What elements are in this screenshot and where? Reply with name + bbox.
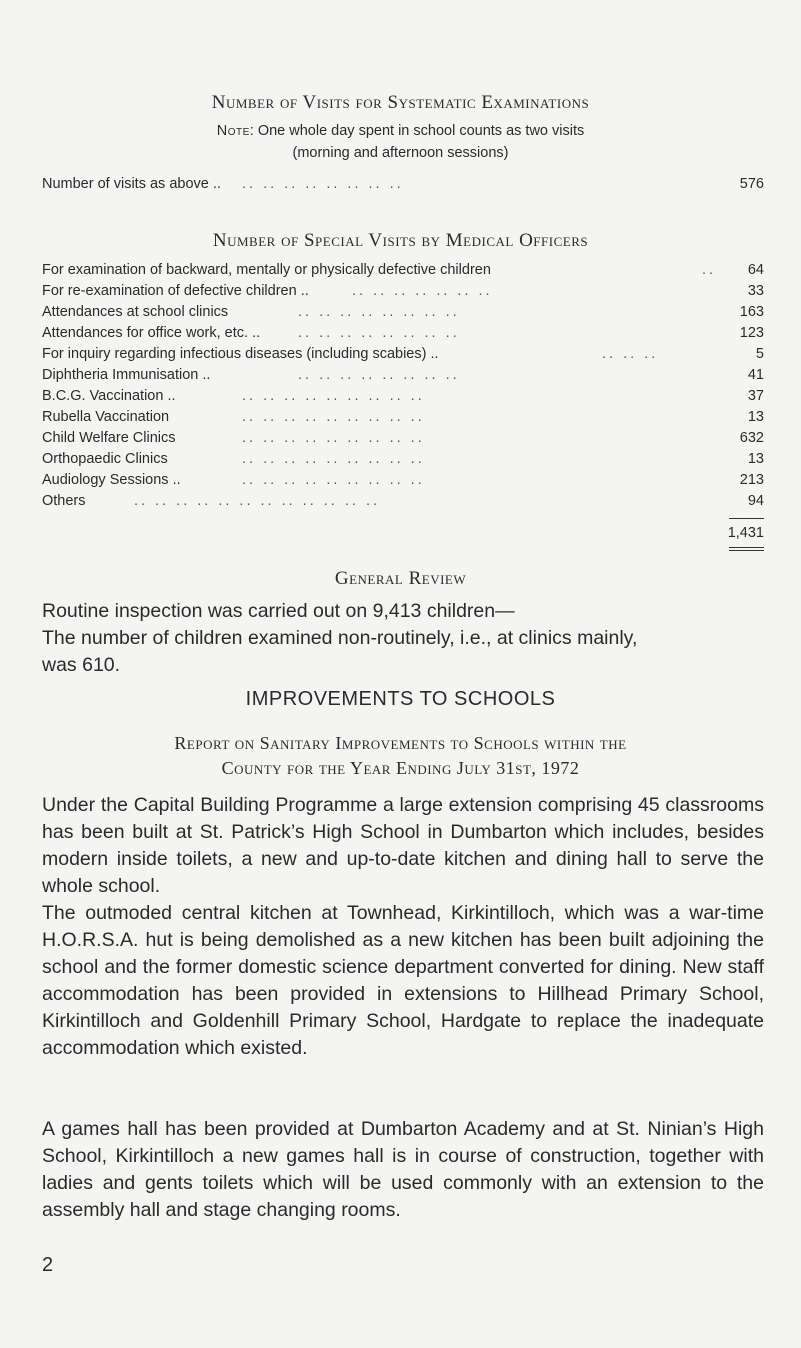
- leader-dots: .. .. .. .. .. .. .. .. ..: [242, 430, 425, 446]
- table-row: [42, 472, 764, 492]
- leader-dots: ..: [702, 262, 717, 278]
- total-value: 1,431: [727, 525, 764, 541]
- review-line-2: The number of children examined non-routinely, i.e., at clinics mainly,: [42, 627, 638, 649]
- table-row: [42, 304, 764, 324]
- row-value: 13: [747, 451, 764, 467]
- row-value: 123: [739, 325, 764, 341]
- table-row: [42, 283, 764, 303]
- row-label: Rubella Vaccination: [42, 409, 170, 425]
- improvements-paragraph-2: The outmoded central kitchen at Townhead, Kirkintilloch, which was a war-time H.O.R.S.A. hut is being demolished as a new kitchen has been built adjoining the school and the former domestic science department converted for dining. New staff accommodation has been provided in extensions to Hillhead Primary School, Kirkintilloch and Goldenhill Primary School, Hardgate to replace the inadequate accommodation which existed.: [42, 902, 764, 1059]
- total-rule-bottom-1: [729, 547, 764, 548]
- leader-dots: .. .. .. .. .. .. .. ..: [298, 367, 460, 383]
- table-total-row: [42, 525, 764, 545]
- systematic-visits-heading: Number of Visits for Systematic Examinations: [211, 92, 590, 113]
- table-row: [42, 409, 764, 429]
- general-review-heading: General Review: [334, 568, 467, 589]
- row-label: B.C.G. Vaccination ..: [42, 388, 176, 404]
- leader-dots: .. .. .. .. .. .. .. .. ..: [242, 451, 425, 467]
- row-value: 163: [739, 304, 764, 320]
- table-row: [42, 451, 764, 471]
- leader-dots: .. .. .. .. .. .. .. ..: [298, 304, 460, 320]
- row-label: For inquiry regarding infectious diseases (including scabies) ..: [42, 346, 439, 362]
- row-value: 5: [755, 346, 764, 362]
- total-rule-top: [729, 518, 764, 519]
- table-row: [42, 262, 764, 282]
- leader-dots: .. .. .. .. .. .. .. .. ..: [242, 472, 425, 488]
- row-label: Number of visits as above ..: [42, 176, 221, 192]
- table-row: [42, 430, 764, 450]
- row-value: 576: [739, 176, 764, 192]
- table-row: [42, 325, 764, 345]
- review-line-1: Routine inspection was carried out on 9,413 children—: [42, 600, 515, 622]
- improvements-subheading-2: County for the Year Ending July 31st, 1972: [221, 758, 580, 778]
- total-rule-bottom-2: [729, 550, 764, 551]
- leader-dots: .. .. .. .. .. .. .. ..: [242, 176, 404, 192]
- special-visits-heading: Number of Special Visits by Medical Officers: [212, 230, 589, 251]
- row-label: Diphtheria Immunisation ..: [42, 367, 211, 383]
- row-label: For re-examination of defective children ..: [42, 283, 309, 299]
- table-row: [42, 346, 764, 366]
- row-label: Child Welfare Clinics: [42, 430, 176, 446]
- leader-dots: .. .. .. .. .. .. .. .. ..: [242, 388, 425, 404]
- improvements-paragraph-1: Under the Capital Building Programme a large extension comprising 45 classrooms has been built at St. Patrick’s High School in Dumbarton which includes, besides modern inside toilets, a new and up-to-date kitchen and dining hall to serve the whole school.: [42, 794, 764, 897]
- row-value: 213: [739, 472, 764, 488]
- row-value: 94: [747, 493, 764, 509]
- table-row: [42, 367, 764, 387]
- note-label: Note: [216, 123, 250, 139]
- row-label: Others: [42, 493, 86, 509]
- leader-dots: .. .. .. .. .. .. .. .. .. .. .. ..: [134, 493, 380, 509]
- row-value: 41: [747, 367, 764, 383]
- note-text: : One whole day spent in school counts as two visits: [249, 123, 585, 139]
- row-value: 33: [747, 283, 764, 299]
- improvements-subheading-1: Report on Sanitary Improvements to Schools within the: [174, 733, 627, 753]
- review-line-3: was 610.: [42, 654, 121, 676]
- note-text-2: (morning and afternoon sessions): [292, 145, 509, 161]
- table-row: [42, 493, 764, 513]
- row-value: 64: [747, 262, 764, 278]
- improvements-heading: IMPROVEMENTS TO SCHOOLS: [245, 688, 556, 710]
- leader-dots: .. .. ..: [602, 346, 659, 362]
- leader-dots: .. .. .. .. .. .. ..: [352, 283, 493, 299]
- row-label: Audiology Sessions ..: [42, 472, 181, 488]
- row-value: 37: [747, 388, 764, 404]
- improvements-paragraph-3: A games hall has been provided at Dumbarton Academy and at St. Ninian’s High School, Kirkintilloch a new games hall is in course of construction, together with ladies and gents toilets which will be used commonly with an extension to the assembly hall and stage changing rooms.: [42, 1118, 764, 1221]
- page-number: 2: [42, 1254, 54, 1276]
- row-value: 632: [739, 430, 764, 446]
- row-value: 13: [747, 409, 764, 425]
- row-label: For examination of backward, mentally or physically defective children: [42, 262, 491, 278]
- systematic-total-row: [42, 176, 764, 196]
- table-row: [42, 388, 764, 408]
- leader-dots: .. .. .. .. .. .. .. ..: [298, 325, 460, 341]
- row-label: Attendances for office work, etc. ..: [42, 325, 261, 341]
- row-label: Attendances at school clinics: [42, 304, 229, 320]
- note: [60, 123, 741, 139]
- leader-dots: .. .. .. .. .. .. .. .. ..: [242, 409, 425, 425]
- row-label: Orthopaedic Clinics: [42, 451, 168, 467]
